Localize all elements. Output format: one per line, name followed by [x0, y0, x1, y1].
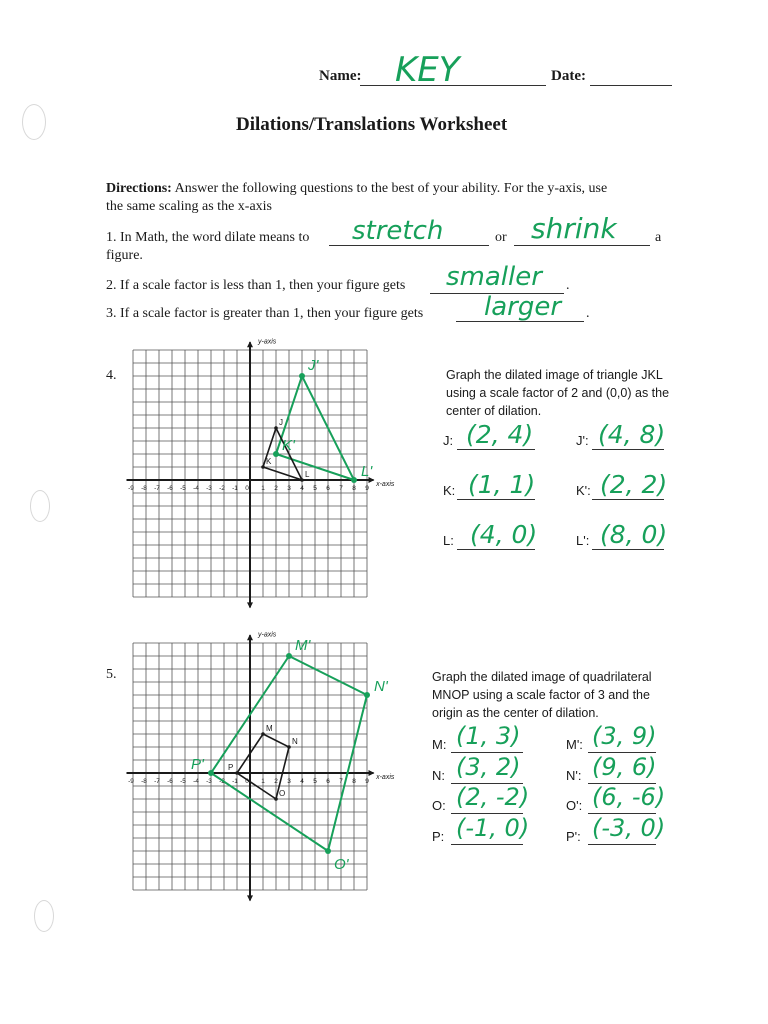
- punch-hole-middle: [30, 490, 50, 522]
- image-vertex-point: [286, 653, 292, 659]
- q4-blank[interactable]: [457, 449, 535, 450]
- q5-blank[interactable]: [588, 844, 656, 845]
- tick-label: -9: [128, 485, 134, 492]
- tick-label: 1: [261, 778, 265, 785]
- x-axis-label: x-axis: [376, 774, 395, 781]
- q4-coordinate-grid[interactable]: [122, 338, 395, 620]
- q5-instruction-line: origin as the center of dilation.: [432, 706, 599, 720]
- q4-blank[interactable]: [457, 499, 535, 500]
- q4-row-prime-label: J':: [576, 433, 589, 448]
- tick-label: 2: [274, 485, 278, 492]
- image-vertex-point: [208, 770, 214, 776]
- tick-label: -6: [167, 485, 173, 492]
- page-title: Dilations/Translations Worksheet: [236, 114, 508, 135]
- tick-label: -5: [180, 778, 186, 785]
- original-vertex-point: [261, 465, 265, 469]
- tick-label: -4: [193, 485, 199, 492]
- tick-label: 9: [365, 485, 369, 492]
- q3-suffix: .: [586, 306, 590, 321]
- q4-row-label: K:: [443, 483, 456, 498]
- name-value[interactable]: KEY: [395, 50, 460, 90]
- original-vertex-point: [300, 478, 304, 482]
- original-vertex-point: [274, 426, 278, 430]
- tick-label: 7: [339, 778, 343, 785]
- x-axis-arrow-right: [369, 770, 375, 776]
- tick-label: -7: [154, 485, 160, 492]
- tick-label: 6: [326, 485, 330, 492]
- tick-label: 2: [274, 778, 278, 785]
- q4-number: 4.: [106, 368, 117, 383]
- q4-row-prime-label: K':: [576, 483, 591, 498]
- q4-blank[interactable]: [592, 449, 664, 450]
- q4-instruction-line: center of dilation.: [446, 404, 542, 418]
- tick-label: -1: [232, 485, 238, 492]
- tick-label: -1: [232, 778, 238, 785]
- q1-or: or: [495, 230, 507, 245]
- q1-answer2[interactable]: shrink: [531, 212, 617, 245]
- tick-label: 0: [245, 778, 249, 785]
- directions-text-line2: the same scaling as the x-axis: [106, 199, 273, 214]
- q4-answer[interactable]: (4, 0): [470, 520, 538, 549]
- image-vertex-label: L': [361, 463, 373, 480]
- original-vertex-label: M: [266, 724, 273, 733]
- q5-blank[interactable]: [451, 844, 523, 845]
- image-vertex-point: [351, 477, 357, 483]
- q4-answer[interactable]: (4, 8): [598, 420, 666, 449]
- image-vertex-label: N': [374, 678, 388, 695]
- original-vertex-label: K: [266, 457, 272, 466]
- tick-label: 8: [352, 778, 356, 785]
- q5-row-prime-label: O':: [566, 798, 583, 813]
- tick-label: 9: [365, 778, 369, 785]
- original-vertex-label: N: [292, 737, 298, 746]
- q5-row-prime-label: M':: [566, 737, 583, 752]
- date-label: Date:: [551, 68, 586, 84]
- x-axis-label: x-axis: [376, 481, 395, 488]
- q4-instruction-line: Graph the dilated image of triangle JKL: [446, 368, 663, 382]
- tick-label: 5: [313, 485, 317, 492]
- q2-suffix: .: [566, 278, 570, 293]
- q5-answer[interactable]: (1, 3): [456, 722, 521, 750]
- punch-hole-bottom: [34, 900, 54, 932]
- tick-label: 0: [245, 485, 249, 492]
- image-vertex-point: [273, 451, 279, 457]
- q3-prefix: 3. If a scale factor is greater than 1, then your figure gets: [106, 306, 424, 321]
- q3-answer[interactable]: larger: [484, 292, 562, 322]
- tick-label: 3: [287, 778, 291, 785]
- q4-answer[interactable]: (2, 2): [600, 470, 668, 499]
- q1-answer1[interactable]: stretch: [352, 216, 444, 246]
- tick-label: -2: [219, 778, 225, 785]
- image-vertex-point: [299, 373, 305, 379]
- tick-label: -4: [193, 778, 199, 785]
- tick-label: -6: [167, 778, 173, 785]
- q2-answer[interactable]: smaller: [446, 262, 542, 292]
- tick-label: -3: [206, 778, 212, 785]
- tick-label: -8: [141, 778, 147, 785]
- q5-answer[interactable]: (-1, 0): [456, 814, 530, 842]
- tick-label: 1: [261, 485, 265, 492]
- original-vertex-label: L: [305, 470, 310, 479]
- image-vertex-label: M': [295, 637, 311, 654]
- q4-row-prime-label: L':: [576, 533, 590, 548]
- original-vertex-point: [235, 771, 239, 775]
- tick-label: 6: [326, 778, 330, 785]
- y-axis-label: y-axis: [258, 631, 277, 639]
- q1-blank2[interactable]: [514, 245, 650, 246]
- q1-suffix: a: [655, 230, 662, 245]
- tick-label: 7: [339, 485, 343, 492]
- q5-row-label: N:: [432, 768, 445, 783]
- original-vertex-point: [287, 745, 291, 749]
- q2-prefix: 2. If a scale factor is less than 1, then your figure gets: [106, 278, 406, 293]
- image-vertex-label: P': [191, 756, 204, 773]
- q4-instructions: [446, 366, 669, 420]
- q1-prefix: 1. In Math, the word dilate means to: [106, 230, 310, 245]
- q4-blank[interactable]: [457, 549, 535, 550]
- q5-row-label: O:: [432, 798, 446, 813]
- q5-answer[interactable]: (2, -2): [456, 783, 530, 811]
- q4-row-label: J:: [443, 433, 454, 448]
- original-vertex-label: J: [279, 418, 283, 427]
- image-vertex-label: J': [308, 357, 319, 374]
- original-vertex-label: P: [228, 763, 234, 772]
- q5-row-label: M:: [432, 737, 447, 752]
- y-axis-arrow-down: [247, 602, 253, 608]
- original-vertex-label: O: [279, 789, 286, 798]
- y-axis-arrow-up: [247, 341, 253, 347]
- q5-answer[interactable]: (3, 2): [456, 753, 521, 781]
- tick-label: -5: [180, 485, 186, 492]
- q5-answer[interactable]: (9, 6): [592, 753, 657, 781]
- name-label: Name:: [319, 68, 362, 84]
- tick-label: -2: [219, 485, 225, 492]
- tick-label: 8: [352, 485, 356, 492]
- q5-answer[interactable]: (6, -6): [592, 783, 666, 811]
- tick-label: -7: [154, 778, 160, 785]
- y-axis-label: y-axis: [258, 338, 277, 346]
- q4-answer[interactable]: (8, 0): [600, 520, 668, 549]
- q5-coordinate-grid[interactable]: [122, 631, 395, 913]
- q5-number: 5.: [106, 667, 117, 682]
- y-axis-arrow-down: [247, 895, 253, 901]
- tick-label: 4: [300, 778, 304, 785]
- q5-answer[interactable]: (-3, 0): [592, 814, 666, 842]
- punch-hole-top: [22, 104, 46, 140]
- image-vertex-point: [364, 692, 370, 698]
- image-vertex-label: O': [334, 856, 349, 873]
- q5-instruction-line: Graph the dilated image of quadrilateral: [432, 670, 652, 684]
- q1-line2: figure.: [106, 248, 143, 263]
- q4-row-label: L:: [443, 533, 454, 548]
- image-vertex-label: K': [282, 437, 295, 454]
- tick-label: 4: [300, 485, 304, 492]
- q5-row-label: P:: [432, 829, 445, 844]
- tick-label: 5: [313, 778, 317, 785]
- q4-instruction-line: using a scale factor of 2 and (0,0) as the: [446, 386, 670, 400]
- tick-label: 3: [287, 485, 291, 492]
- tick-label: -8: [141, 485, 147, 492]
- q4-answer[interactable]: (1, 1): [468, 470, 536, 499]
- q5-answer[interactable]: (3, 9): [592, 722, 657, 750]
- directions-text-line1: Answer the following questions to the best of your ability. For the y-axis, use: [174, 181, 608, 196]
- q5-row-prime-label: P':: [566, 829, 581, 844]
- q5-instructions: [432, 668, 652, 722]
- q4-blank[interactable]: [592, 549, 664, 550]
- directions-label: Directions:: [106, 181, 172, 196]
- date-underline[interactable]: [590, 85, 672, 86]
- q5-instruction-line: MNOP using a scale factor of 3 and the: [432, 688, 650, 702]
- original-vertex-point: [274, 797, 278, 801]
- original-vertex-point: [261, 732, 265, 736]
- image-vertex-point: [325, 848, 331, 854]
- tick-label: -9: [128, 778, 134, 785]
- y-axis-arrow-up: [247, 634, 253, 640]
- q4-blank[interactable]: [592, 499, 664, 500]
- q4-answer[interactable]: (2, 4): [466, 420, 534, 449]
- directions: [106, 181, 607, 197]
- q5-row-prime-label: N':: [566, 768, 582, 783]
- tick-label: -3: [206, 485, 212, 492]
